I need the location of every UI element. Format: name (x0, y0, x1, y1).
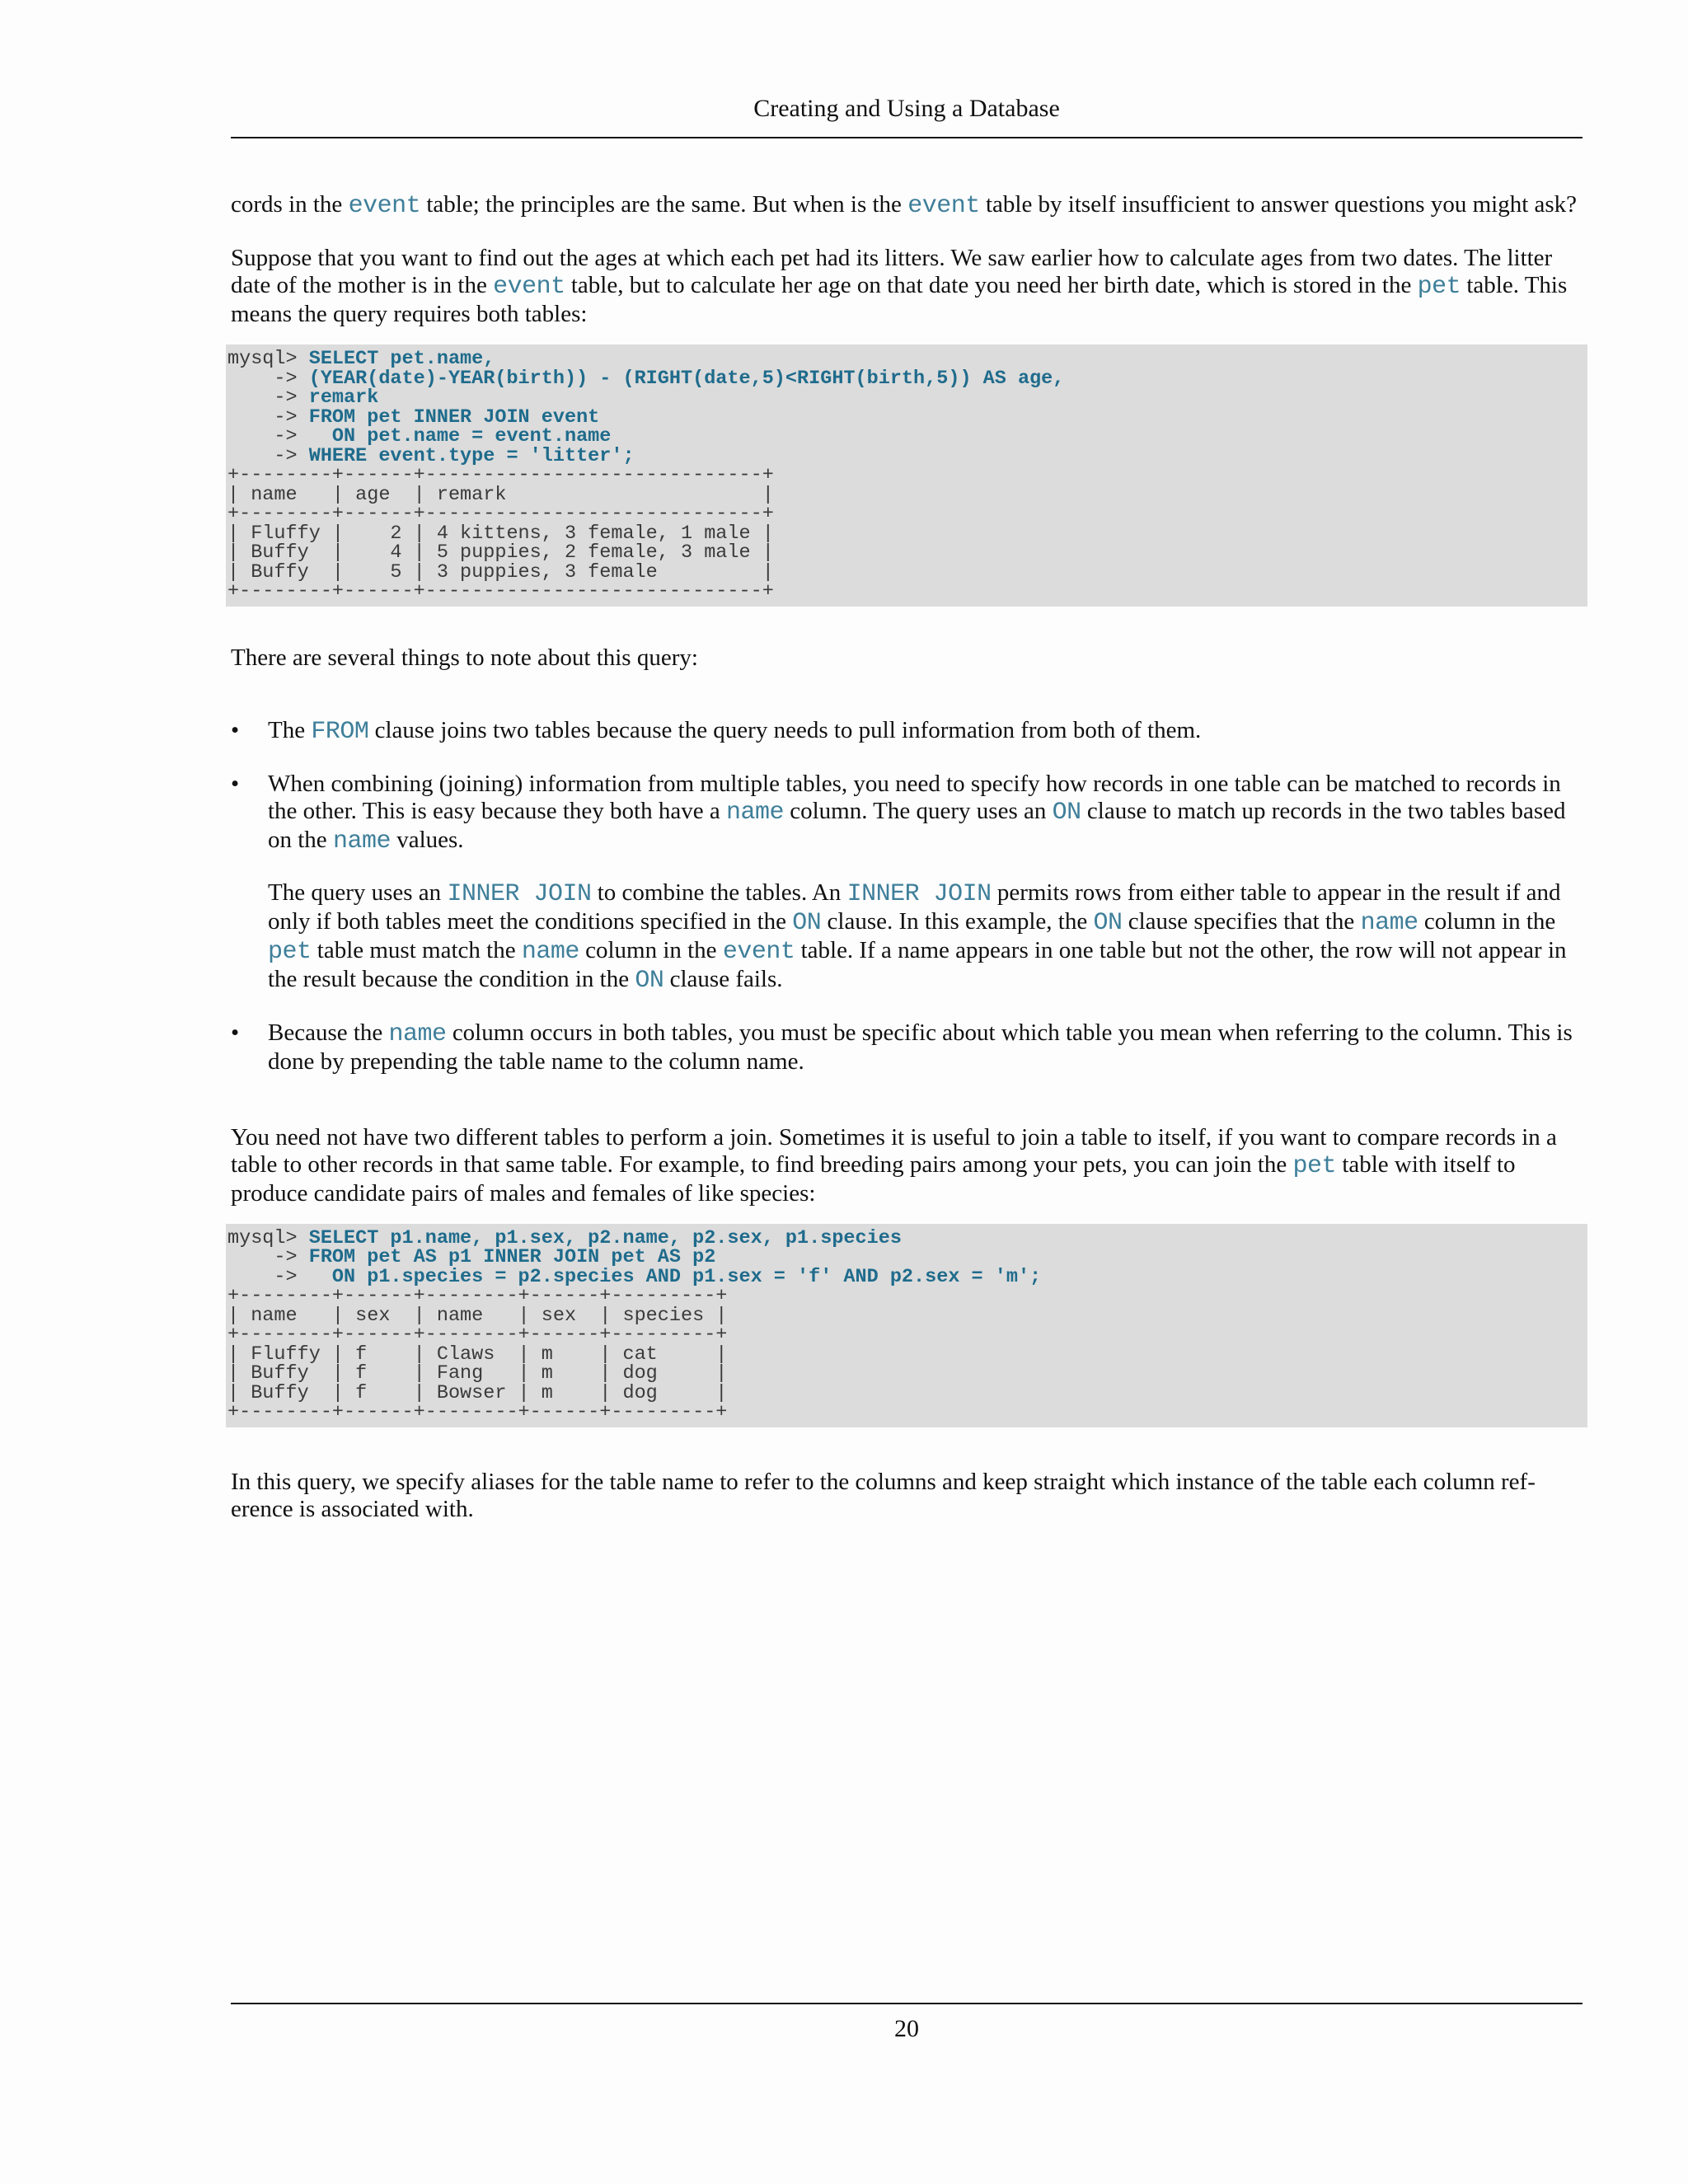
code-on: ON (1093, 908, 1123, 937)
code-name: name (332, 827, 391, 855)
code-pet: pet (268, 937, 312, 966)
code-on: ON (635, 966, 664, 995)
list-item: • When combining (joining) information from multiple tables, you need to specify how records in one table can be matched to records in the other. This is easy because they both have a name column. The query uses an ON clause to match up records in the two tables based on the name values. The query uses an INNER JOIN to combine the tables. An INNER JOIN permits rows from either table to appear in the result if and only if both tables meet the conditions specified in the ON clause. In this example, the ON clause specifies that the name column in the pet table must match the name column in the event table. If a name appears in one table but not the other, the row will not appear in the result because the condition in the ON clause fails. (231, 770, 1567, 995)
sql-line: ON pet.name = event.name (308, 425, 612, 448)
list-item: • The FROM clause joins two tables because the query needs to pull information from both of them. (231, 716, 1202, 746)
page-content (227, 191, 1582, 1523)
code-event: event (348, 192, 421, 220)
code-pet: pet (1417, 273, 1461, 301)
paragraph-intro: cords in the event table; the principles are the same. But when is the event table by itself insufficient to answer questions you might ask? (231, 191, 1578, 220)
sql-line: ON p1.species = p2.species AND p1.sex = 'f' AND p2.sex = 'm'; (308, 1265, 1042, 1288)
notes-list (231, 717, 1582, 1076)
sql-line: (YEAR(date)-YEAR(birth)) - (RIGHT(date,5)<RIGHT(birth,5)) AS age, (308, 367, 1065, 390)
code-name: name (388, 1019, 447, 1048)
bullet-glyph: • (231, 1019, 240, 1046)
footer-rule (231, 2003, 1582, 2004)
paragraph-self-join: You need not have two different tables to perform a join. Sometimes it is useful to join a table to itself, if you want to compare records in a table to other records in that same table. For example, to find breeding pairs among your pets, you can join the pet table with itself to produce candidate pairs of males and females of like species: (231, 1123, 1557, 1207)
code-pet: pet (1292, 1151, 1337, 1180)
code-event: event (907, 192, 980, 220)
page-number: 20 (894, 2015, 919, 2042)
sql-line: WHERE event.type = 'litter'; (308, 444, 635, 467)
paragraph-notes-intro: There are several things to note about this query: (231, 644, 698, 671)
list-item: • Because the name column occurs in both tables, you must be specific about which table you mean when referring to the column. This is done by prepending the table name to the column name. (231, 1019, 1573, 1075)
running-header: Creating and Using a Database (753, 95, 1060, 122)
bullet-glyph: • (231, 770, 240, 797)
code-inner-join: INNER JOIN (447, 879, 592, 908)
paragraph-ages: Suppose that you want to find out the ages at which each pet had its litters. We saw earlier how to calculate ages from two dates. The litter date of the mother is in the event table, but to calculate her age on that date you need her birth date, which is stored in the pet table. This means the query requires both tables: (231, 245, 1568, 327)
code-event: event (493, 273, 565, 301)
code-name: name (1360, 908, 1418, 937)
sql-line: FROM pet INNER JOIN event (308, 405, 600, 429)
query-result-table: +--------+------+--------+------+---------+ | name | sex | name | sex | species | +--------+------+--------+------+---------+ | Fluffy | f | Claws | m | cat | | Buffy | f | Fang | m | dog | | Buffy | f | Bowser | m | dog | +--------+------+--------+------+---------+ (227, 1285, 728, 1423)
code-from: FROM (311, 717, 369, 746)
sql-line: SELECT p1.name, p1.sex, p2.name, p2.sex, p1.species (308, 1226, 902, 1249)
code-block-self-join: mysql> SELECT p1.name, p1.sex, p2.name, p2.sex, p1.species -> FROM pet AS p1 INNER JOIN pet AS p2 -> ON p1.species = p2.species AND p1.sex = 'f' AND p2.sex = 'm'; +--------+------+--------+------+---------+ | name | sex | name | sex | species | +--------+------+--------+------+---------+ | Fluffy | f | Claws | m | cat | | Buffy | f | Fang | m | dog | | Buffy | f | Bowser | m | dog | +--------+------+--------+------+---------+ (226, 1224, 1587, 1427)
sql-line: FROM pet AS p1 INNER JOIN pet AS p2 (308, 1246, 716, 1268)
code-event: event (722, 937, 795, 966)
code-block-litter-query: mysql> SELECT pet.name, -> (YEAR(date)-YEAR(birth)) - (RIGHT(date,5)<RIGHT(birth,5)) AS age, -> remark -> FROM pet INNER JOIN event -> ON pet.name = event.name -> WHERE event.type = 'litter'; +--------+------+-----------------------------+ | name | age | remark | +--------+------+-----------------------------+ | Fluffy | 2 | 4 kittens, 3 female, 1 male | | Buffy | 4 | 5 puppies, 2 female, 3 male | | Buffy | 5 | 3 puppies, 3 female | +--------+------+-----------------------------+ (226, 344, 1587, 607)
paragraph-aliases: In this query, we specify aliases for the table name to refer to the columns and keep straight which instance of the table each column ref-erence is associated with. (231, 1468, 1536, 1522)
sql-line: remark (308, 387, 379, 409)
header-rule (231, 137, 1582, 138)
code-name: name (725, 798, 784, 827)
code-inner-join: INNER JOIN (846, 879, 992, 908)
bullet-glyph: • (231, 716, 240, 743)
query-result-table: +--------+------+-----------------------------+ | name | age | remark | +--------+------+-----------------------------+ | Fluffy | 2 | 4 kittens, 3 female, 1 male | | Buffy | 4 | 5 puppies, 2 female, 3 male | | Buffy | 5 | 3 puppies, 3 female | +--------+------+-----------------------------+ (227, 464, 774, 602)
code-on: ON (792, 908, 822, 937)
sql-line: SELECT pet.name, (308, 348, 495, 370)
code-name: name (521, 937, 579, 966)
code-on: ON (1052, 798, 1081, 827)
